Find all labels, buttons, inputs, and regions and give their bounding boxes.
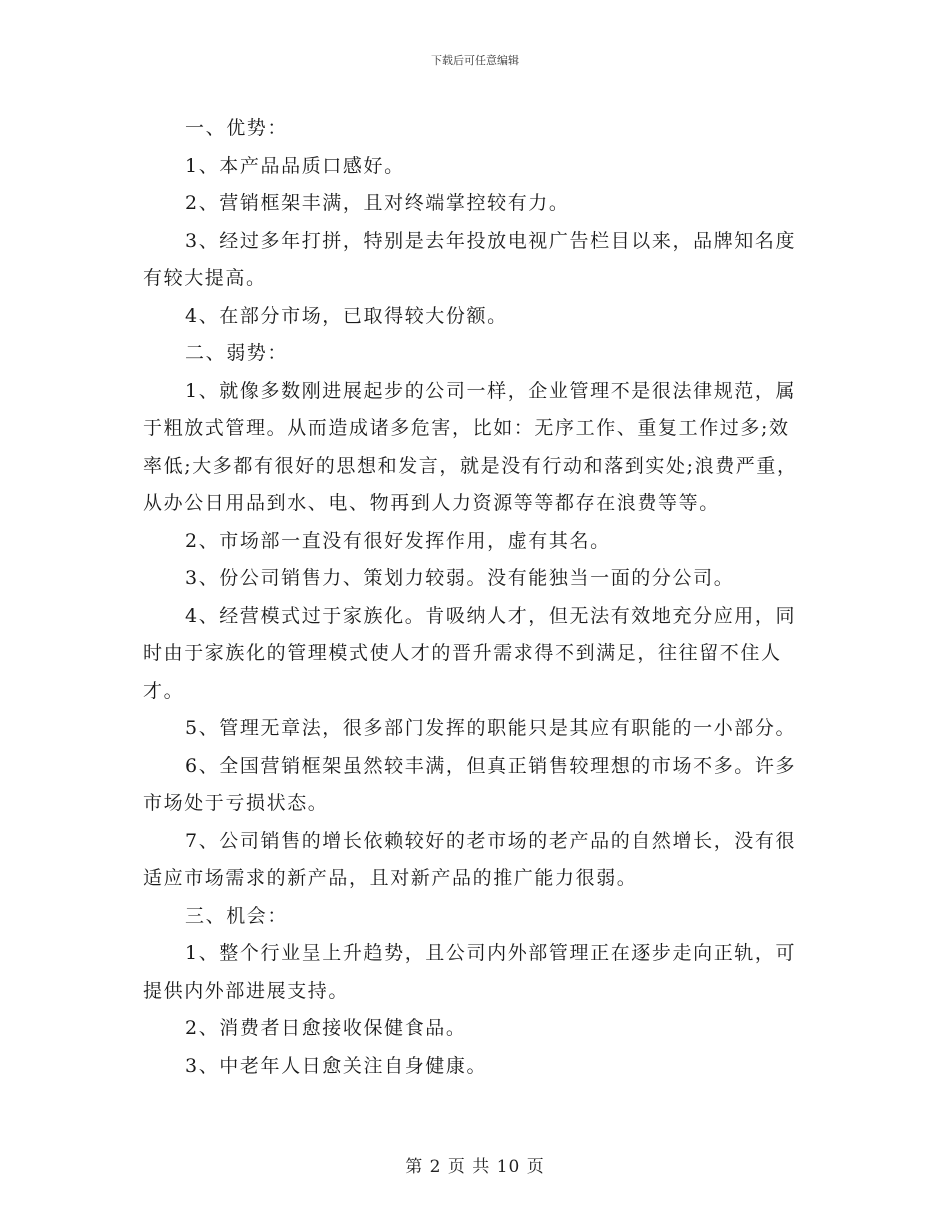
paragraph: 1、本产品品质口感好。: [185, 154, 405, 177]
paragraph: 3、经过多年打拼，特别是去年投放电视广告栏目以来，品牌知名度有较大提高。: [143, 229, 797, 289]
paragraph: 7、公司销售的增长依赖较好的老市场的老产品的自然增长，没有很适应市场需求的新产品，且对新产品的推广能力很弱。: [143, 829, 797, 889]
document-body: [143, 110, 808, 1085]
paragraph: 3、份公司销售力、策划力较弱。没有能独当一面的分公司。: [185, 567, 735, 589]
section-heading-opportunities: 三、机会：: [185, 904, 289, 927]
paragraph: 1、整个行业呈上升趋势，且公司内外部管理正在逐步走向正轨，可提供内外部进展支持。: [143, 942, 797, 1002]
page-header: 下载后可任意编辑: [431, 54, 519, 67]
paragraph: 2、市场部一直没有很好发挥作用，虚有其名。: [185, 529, 611, 552]
paragraph: 3、中老年人日愈关注自身健康。: [185, 1054, 488, 1077]
paragraph: 2、消费者日愈接收保健食品。: [185, 1017, 467, 1039]
page-number: 第 2 页 共 10 页: [405, 1157, 545, 1177]
section-heading-strengths: 一、优势：: [185, 117, 289, 139]
section-heading-weaknesses: 二、弱势：: [185, 342, 289, 364]
paragraph: 6、全国营销框架虽然较丰满，但真正销售较理想的市场不多。许多市场处于亏损状态。: [143, 754, 797, 814]
paragraph: 5、管理无章法，很多部门发挥的职能只是其应有职能的一小部分。: [185, 717, 797, 739]
paragraph: 4、在部分市场，已取得较大份额。: [185, 304, 508, 327]
paragraph: 1、就像多数刚进展起步的公司一样，企业管理不是很法律规范，属于粗放式管理。从而造成诸多危害，比如：无序工作、重复工作过多;效率低;大多都有很好的思想和发言，就是没有行动和落到实处;浪费严重，从办公日用品到水、电、物再到人力资源等等都存在浪费等等。: [143, 379, 798, 514]
paragraph: 4、经营模式过于家族化。肯吸纳人才，但无法有效地充分应用，同时由于家族化的管理模式使人才的晋升需求得不到满足，往往留不住人才。: [143, 604, 797, 702]
paragraph: 2、营销框架丰满，且对终端掌控较有力。: [185, 192, 570, 214]
